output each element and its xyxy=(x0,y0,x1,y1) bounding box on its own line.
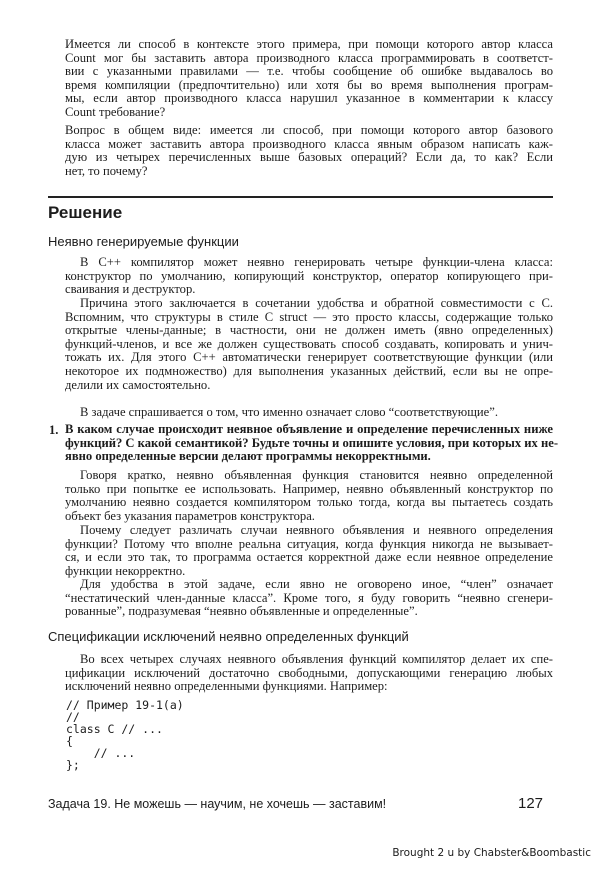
text-line: делили их самостоятельно. xyxy=(65,377,211,392)
text-line: явно определенные версии делают программы некорректными. xyxy=(65,449,431,464)
text-line: только при попытке ее использовать. Например, неявно объявленный конструктор по xyxy=(65,481,553,496)
text-line: “нестатический член-данные класса”. Кроме того, я буду говорить “неявно сгенери- xyxy=(65,590,553,605)
text-line: Вспомним, что структуры в стиле C struct — это просто классы, содержащие только xyxy=(65,309,553,324)
text-line: Во всех четырех случаях неявного объявления функций компилятор делает их спе- xyxy=(80,652,553,666)
text-line: класса может заставить автора производного класса явным образом написать каж- xyxy=(65,136,553,151)
subheading-exception-specs: Спецификации исключений неявно определенных функций xyxy=(48,629,409,644)
question-number: 1. xyxy=(49,423,59,437)
text-line: Count мог бы заставить автора производного класса программировать в соответст- xyxy=(65,50,553,65)
text-line: В C++ компилятор может неявно генерировать четыре функции-члена класса: xyxy=(80,255,553,269)
intro-paragraph-2 xyxy=(65,124,553,178)
paragraph xyxy=(65,256,553,297)
text-line: Для удобства в этой задаче, если явно не оговорено иное, “член” означает xyxy=(80,577,553,591)
text-line: умолчанию неявно создается компилятором только тогда, когда вы пытаетесь создать xyxy=(65,495,553,510)
question-text xyxy=(65,422,559,464)
text-line: рованные”, подразумевая “неявно объявленные и определенные”. xyxy=(65,604,418,619)
paragraph xyxy=(65,297,553,392)
code-line: class C // ... xyxy=(66,722,163,736)
page-number: 127 xyxy=(518,795,544,812)
text-line: Count требование? xyxy=(65,104,166,119)
text-line: ся, и если это так, то программа остается корректной даже если неявное определение xyxy=(65,550,553,565)
code-line: // xyxy=(66,710,80,724)
text-line: Причина этого заключается в сочетании удобства и обратной совместимости с C. xyxy=(80,296,553,310)
text-line: дую из четырех перечисленных выше базовых операций? Если да, то как? Если xyxy=(65,150,553,165)
text-line: вии с указанными правилами — т.е. чтобы сообщение об ошибке выдавалось во xyxy=(65,64,553,79)
paragraph xyxy=(65,406,553,420)
text-line: исключений неявно определенными функциями. Например: xyxy=(65,679,388,694)
running-footer: Задача 19. Не можешь — научим, не хочешь — заставим! xyxy=(48,797,387,811)
code-line: // ... xyxy=(66,746,136,760)
text-line: функций? С какой семантикой? Будьте точны и опишите условия, при которых их не- xyxy=(65,435,559,450)
text-line: нет, то почему? xyxy=(65,163,148,178)
text-line: некоторое их подмножество) для выполнения указанных действий, если вы не опре- xyxy=(65,363,553,378)
section-divider xyxy=(48,196,553,198)
code-line: // Пример 19-1(a) xyxy=(66,698,184,712)
paragraph xyxy=(65,578,553,619)
text-line: сваивания и деструктор. xyxy=(65,282,196,297)
text-line: функции некорректно. xyxy=(65,563,186,578)
code-line: { xyxy=(66,734,73,748)
text-line: объект без указания параметров конструктора. xyxy=(65,508,315,523)
text-line: тожать их. Для этого C++ автоматически генерирует соответствующие функции (или xyxy=(65,350,553,365)
code-example xyxy=(66,699,184,771)
text-line: мы, если автор производного класса нарушил указанное в комментарии к классу xyxy=(65,91,553,106)
text-line: Имеется ли способ в контексте этого примера, при помощи которого автор класса xyxy=(65,37,553,51)
text-line: открытые члены-данные; в частности, они не должен иметь (явно определенных) xyxy=(65,323,553,338)
text-line: функции? Потому что вполне реальна ситуация, когда функция никогда не вызывает- xyxy=(65,536,553,551)
paragraph xyxy=(65,469,553,523)
text-line: Почему следует различать случаи неявного объявления и неявного определения xyxy=(80,523,553,537)
text-line: время компиляции (предпочтительно) или хотя бы во время выполнения програм- xyxy=(65,77,553,92)
text-line: функций-членов, и все же должен существовать способ создавать, копировать и унич- xyxy=(65,336,553,351)
code-line: }; xyxy=(66,758,80,772)
text-line: Говоря кратко, неявно объявленная функция становится неявно определенной xyxy=(80,468,553,482)
text-line: В каком случае происходит неявное объявление и определение перечисленных ниже xyxy=(65,422,553,436)
text-line: В задаче спрашивается о том, что именно означает слово “соответствующие”. xyxy=(80,405,498,419)
intro-paragraph-1 xyxy=(65,38,553,120)
text-line: цификации исключений достаточно свободными, допускающими генерацию любых xyxy=(65,665,553,680)
text-line: конструктор по умолчанию, копирующий конструктор, оператор копирующего при- xyxy=(65,268,553,283)
text-line: Вопрос в общем виде: имеется ли способ, при помощи которого автор базового xyxy=(65,123,553,137)
paragraph xyxy=(65,653,553,694)
watermark: Brought 2 u by Chabster&Boombastic xyxy=(392,847,591,859)
paragraph xyxy=(65,524,553,578)
subheading-implicit-functions: Неявно генерируемые функции xyxy=(48,234,239,249)
section-title: Решение xyxy=(48,203,123,222)
